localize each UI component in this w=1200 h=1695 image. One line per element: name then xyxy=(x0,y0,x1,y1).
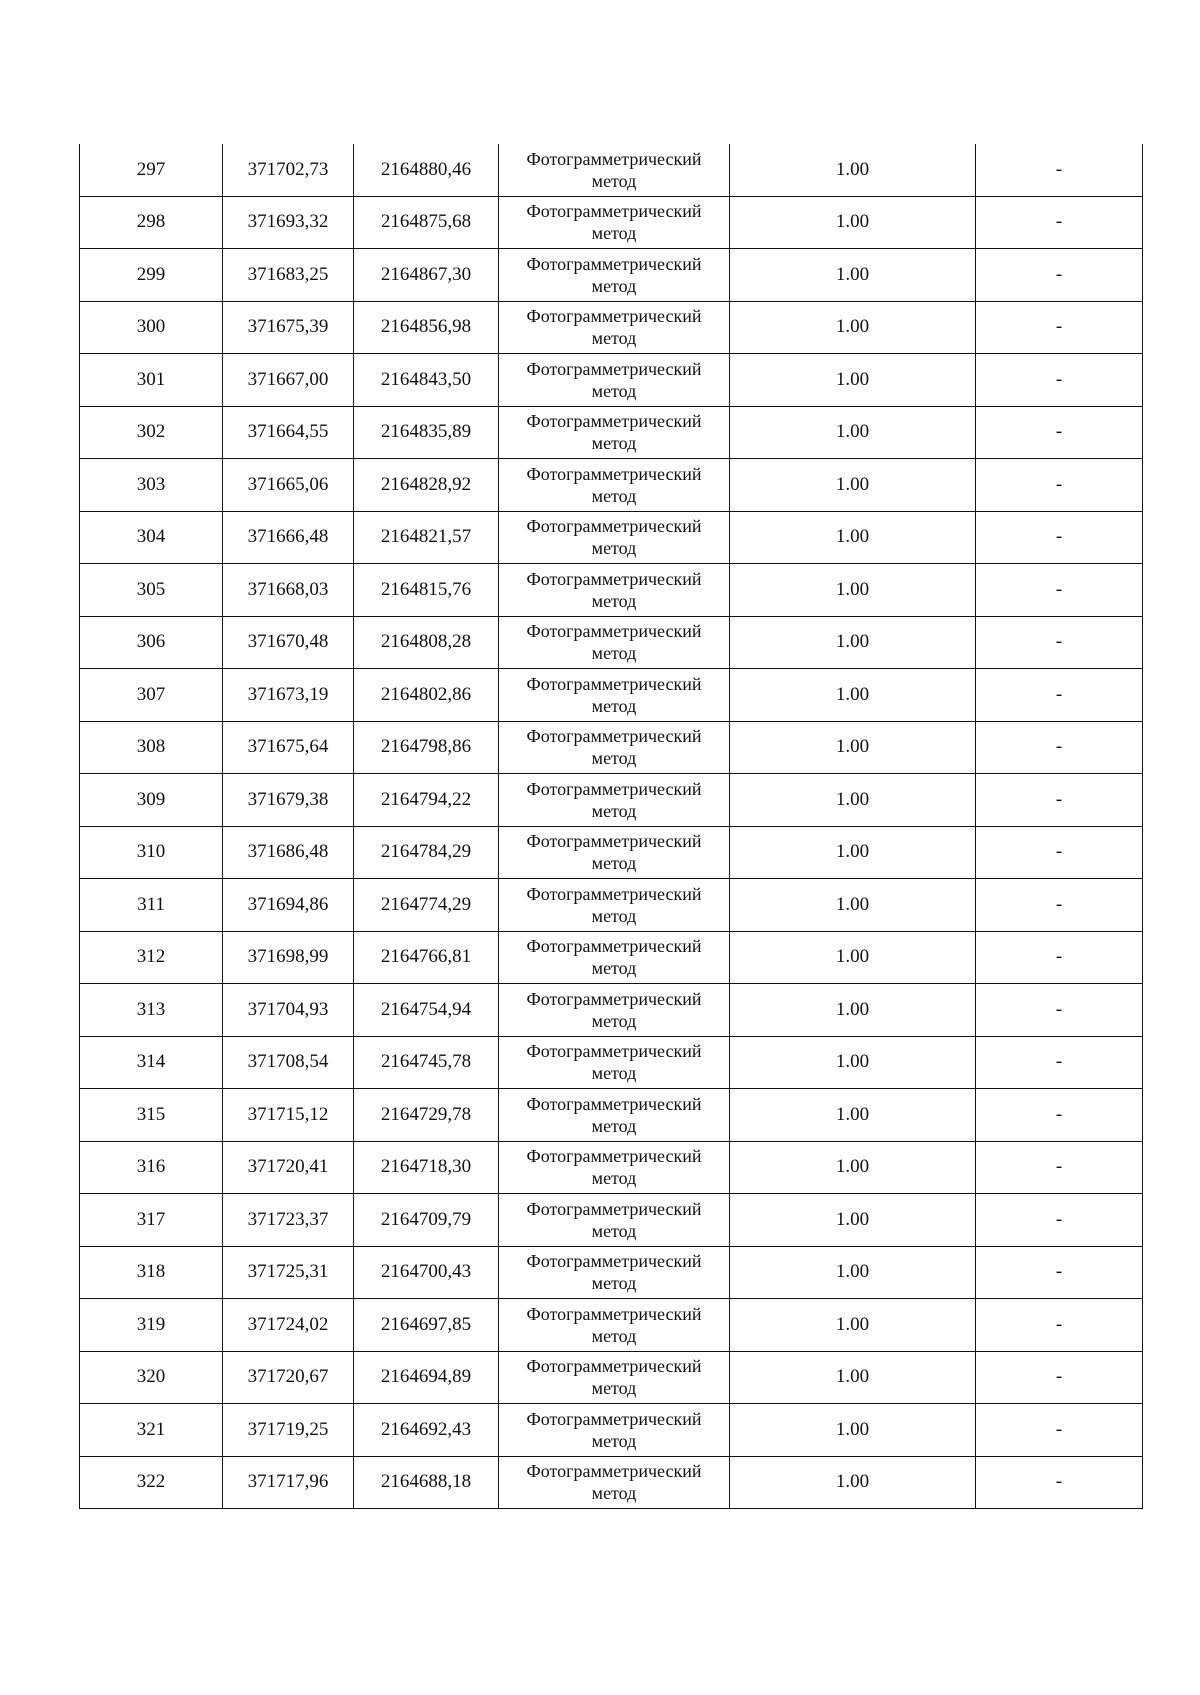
note-cell: - xyxy=(976,354,1143,407)
y-coordinate-cell: 2164843,50 xyxy=(354,354,499,407)
accuracy-cell: 1.00 xyxy=(730,196,976,249)
method-line-1: Фотограмметрический xyxy=(526,831,702,852)
method-line-2: метод xyxy=(591,1273,637,1294)
y-coordinate-cell: 2164784,29 xyxy=(354,826,499,879)
method-cell xyxy=(499,984,730,1037)
x-coordinate-cell: 371675,64 xyxy=(223,721,354,774)
accuracy-cell: 1.00 xyxy=(730,826,976,879)
y-coordinate-cell: 2164688,18 xyxy=(354,1456,499,1509)
table-row xyxy=(80,984,1143,1037)
y-coordinate-cell: 2164867,30 xyxy=(354,249,499,302)
table-row xyxy=(80,564,1143,617)
method-line-1: Фотограмметрический xyxy=(526,148,702,169)
note-cell: - xyxy=(976,879,1143,932)
x-coordinate-cell: 371673,19 xyxy=(223,669,354,722)
x-coordinate-cell: 371693,32 xyxy=(223,196,354,249)
y-coordinate-cell: 2164774,29 xyxy=(354,879,499,932)
accuracy-cell: 1.00 xyxy=(730,616,976,669)
y-coordinate-cell: 2164766,81 xyxy=(354,931,499,984)
y-coordinate-cell: 2164794,22 xyxy=(354,774,499,827)
method-line-2: метод xyxy=(591,905,637,926)
coordinates-table-body xyxy=(80,144,1143,1509)
note-cell: - xyxy=(976,301,1143,354)
method-line-1: Фотограмметрический xyxy=(526,1303,702,1324)
accuracy-cell: 1.00 xyxy=(730,1089,976,1142)
x-coordinate-cell: 371715,12 xyxy=(223,1089,354,1142)
method-cell xyxy=(499,721,730,774)
x-coordinate-cell: 371725,31 xyxy=(223,1246,354,1299)
method-line-1: Фотограмметрический xyxy=(526,463,702,484)
point-number-cell: 321 xyxy=(80,1404,223,1457)
point-number-cell: 301 xyxy=(80,354,223,407)
accuracy-cell: 1.00 xyxy=(730,406,976,459)
point-number-cell: 305 xyxy=(80,564,223,617)
method-line-2: метод xyxy=(591,433,637,454)
method-line-1: Фотограмметрический xyxy=(526,306,702,327)
accuracy-cell: 1.00 xyxy=(730,1351,976,1404)
accuracy-cell: 1.00 xyxy=(730,1141,976,1194)
method-line-1: Фотограмметрический xyxy=(526,568,702,589)
note-cell: - xyxy=(976,931,1143,984)
note-cell: - xyxy=(976,459,1143,512)
y-coordinate-cell: 2164718,30 xyxy=(354,1141,499,1194)
note-cell: - xyxy=(976,511,1143,564)
y-coordinate-cell: 2164694,89 xyxy=(354,1351,499,1404)
note-cell: - xyxy=(976,1036,1143,1089)
x-coordinate-cell: 371686,48 xyxy=(223,826,354,879)
method-line-2: метод xyxy=(591,1483,637,1504)
y-coordinate-cell: 2164802,86 xyxy=(354,669,499,722)
note-cell: - xyxy=(976,1246,1143,1299)
x-coordinate-cell: 371667,00 xyxy=(223,354,354,407)
y-coordinate-cell: 2164828,92 xyxy=(354,459,499,512)
method-line-1: Фотограмметрический xyxy=(526,936,702,957)
method-cell xyxy=(499,1299,730,1352)
note-cell: - xyxy=(976,616,1143,669)
point-number-cell: 299 xyxy=(80,249,223,302)
table-row xyxy=(80,354,1143,407)
table-row xyxy=(80,1036,1143,1089)
method-line-2: метод xyxy=(591,538,637,559)
table-row xyxy=(80,1089,1143,1142)
method-line-1: Фотограмметрический xyxy=(526,1461,702,1482)
accuracy-cell: 1.00 xyxy=(730,879,976,932)
method-line-2: метод xyxy=(591,380,637,401)
method-cell xyxy=(499,301,730,354)
method-cell xyxy=(499,616,730,669)
point-number-cell: 303 xyxy=(80,459,223,512)
method-line-1: Фотограмметрический xyxy=(526,1408,702,1429)
y-coordinate-cell: 2164798,86 xyxy=(354,721,499,774)
accuracy-cell: 1.00 xyxy=(730,511,976,564)
point-number-cell: 310 xyxy=(80,826,223,879)
x-coordinate-cell: 371708,54 xyxy=(223,1036,354,1089)
note-cell: - xyxy=(976,721,1143,774)
table-row xyxy=(80,406,1143,459)
x-coordinate-cell: 371664,55 xyxy=(223,406,354,459)
x-coordinate-cell: 371683,25 xyxy=(223,249,354,302)
y-coordinate-cell: 2164880,46 xyxy=(354,144,499,196)
method-line-2: метод xyxy=(591,958,637,979)
y-coordinate-cell: 2164875,68 xyxy=(354,196,499,249)
point-number-cell: 308 xyxy=(80,721,223,774)
method-line-2: метод xyxy=(591,853,637,874)
point-number-cell: 315 xyxy=(80,1089,223,1142)
y-coordinate-cell: 2164821,57 xyxy=(354,511,499,564)
accuracy-cell: 1.00 xyxy=(730,721,976,774)
method-cell xyxy=(499,1246,730,1299)
table-row xyxy=(80,616,1143,669)
note-cell: - xyxy=(976,984,1143,1037)
method-line-2: метод xyxy=(591,170,637,191)
table-row xyxy=(80,1404,1143,1457)
method-cell xyxy=(499,354,730,407)
table-row xyxy=(80,1351,1143,1404)
y-coordinate-cell: 2164745,78 xyxy=(354,1036,499,1089)
table-row xyxy=(80,301,1143,354)
accuracy-cell: 1.00 xyxy=(730,669,976,722)
method-cell xyxy=(499,406,730,459)
table-row xyxy=(80,459,1143,512)
method-line-2: метод xyxy=(591,275,637,296)
table-row xyxy=(80,249,1143,302)
method-line-2: метод xyxy=(591,1220,637,1241)
method-cell xyxy=(499,564,730,617)
method-line-1: Фотограмметрический xyxy=(526,1146,702,1167)
method-line-2: метод xyxy=(591,590,637,611)
method-line-2: метод xyxy=(591,800,637,821)
point-number-cell: 300 xyxy=(80,301,223,354)
method-cell xyxy=(499,669,730,722)
y-coordinate-cell: 2164709,79 xyxy=(354,1194,499,1247)
accuracy-cell: 1.00 xyxy=(730,774,976,827)
accuracy-cell: 1.00 xyxy=(730,354,976,407)
method-line-2: метод xyxy=(591,1378,637,1399)
method-line-1: Фотограмметрический xyxy=(526,1198,702,1219)
x-coordinate-cell: 371666,48 xyxy=(223,511,354,564)
note-cell: - xyxy=(976,1141,1143,1194)
accuracy-cell: 1.00 xyxy=(730,1299,976,1352)
note-cell: - xyxy=(976,564,1143,617)
method-cell xyxy=(499,1089,730,1142)
method-line-1: Фотограмметрический xyxy=(526,411,702,432)
accuracy-cell: 1.00 xyxy=(730,931,976,984)
method-line-2: метод xyxy=(591,1430,637,1451)
x-coordinate-cell: 371698,99 xyxy=(223,931,354,984)
accuracy-cell: 1.00 xyxy=(730,249,976,302)
x-coordinate-cell: 371724,02 xyxy=(223,1299,354,1352)
point-number-cell: 306 xyxy=(80,616,223,669)
method-line-1: Фотограмметрический xyxy=(526,1356,702,1377)
point-number-cell: 318 xyxy=(80,1246,223,1299)
method-line-1: Фотограмметрический xyxy=(526,253,702,274)
method-line-2: метод xyxy=(591,485,637,506)
table-row xyxy=(80,721,1143,774)
point-number-cell: 304 xyxy=(80,511,223,564)
method-line-2: метод xyxy=(591,643,637,664)
note-cell: - xyxy=(976,249,1143,302)
note-cell: - xyxy=(976,1456,1143,1509)
x-coordinate-cell: 371694,86 xyxy=(223,879,354,932)
x-coordinate-cell: 371717,96 xyxy=(223,1456,354,1509)
method-line-2: метод xyxy=(591,328,637,349)
point-number-cell: 313 xyxy=(80,984,223,1037)
method-cell xyxy=(499,196,730,249)
method-line-1: Фотограмметрический xyxy=(526,778,702,799)
accuracy-cell: 1.00 xyxy=(730,1246,976,1299)
method-line-1: Фотограмметрический xyxy=(526,1251,702,1272)
accuracy-cell: 1.00 xyxy=(730,459,976,512)
x-coordinate-cell: 371723,37 xyxy=(223,1194,354,1247)
accuracy-cell: 1.00 xyxy=(730,1404,976,1457)
point-number-cell: 297 xyxy=(80,144,223,196)
method-line-1: Фотограмметрический xyxy=(526,621,702,642)
y-coordinate-cell: 2164815,76 xyxy=(354,564,499,617)
point-number-cell: 309 xyxy=(80,774,223,827)
accuracy-cell: 1.00 xyxy=(730,301,976,354)
method-cell xyxy=(499,826,730,879)
method-line-2: метод xyxy=(591,1168,637,1189)
accuracy-cell: 1.00 xyxy=(730,564,976,617)
method-line-2: метод xyxy=(591,695,637,716)
x-coordinate-cell: 371720,41 xyxy=(223,1141,354,1194)
method-line-1: Фотограмметрический xyxy=(526,201,702,222)
method-cell xyxy=(499,511,730,564)
x-coordinate-cell: 371670,48 xyxy=(223,616,354,669)
y-coordinate-cell: 2164729,78 xyxy=(354,1089,499,1142)
y-coordinate-cell: 2164754,94 xyxy=(354,984,499,1037)
table-row xyxy=(80,774,1143,827)
table-row xyxy=(80,1456,1143,1509)
y-coordinate-cell: 2164697,85 xyxy=(354,1299,499,1352)
point-number-cell: 307 xyxy=(80,669,223,722)
method-line-2: метод xyxy=(591,1115,637,1136)
coordinates-table xyxy=(79,144,1143,1509)
method-cell xyxy=(499,459,730,512)
y-coordinate-cell: 2164692,43 xyxy=(354,1404,499,1457)
note-cell: - xyxy=(976,669,1143,722)
note-cell: - xyxy=(976,144,1143,196)
note-cell: - xyxy=(976,1194,1143,1247)
accuracy-cell: 1.00 xyxy=(730,984,976,1037)
table-row xyxy=(80,511,1143,564)
point-number-cell: 320 xyxy=(80,1351,223,1404)
x-coordinate-cell: 371720,67 xyxy=(223,1351,354,1404)
point-number-cell: 302 xyxy=(80,406,223,459)
note-cell: - xyxy=(976,1404,1143,1457)
method-line-1: Фотограмметрический xyxy=(526,883,702,904)
method-line-2: метод xyxy=(591,223,637,244)
method-line-1: Фотограмметрический xyxy=(526,1041,702,1062)
y-coordinate-cell: 2164700,43 xyxy=(354,1246,499,1299)
note-cell: - xyxy=(976,1299,1143,1352)
point-number-cell: 298 xyxy=(80,196,223,249)
point-number-cell: 317 xyxy=(80,1194,223,1247)
point-number-cell: 322 xyxy=(80,1456,223,1509)
method-cell xyxy=(499,1036,730,1089)
x-coordinate-cell: 371668,03 xyxy=(223,564,354,617)
method-cell xyxy=(499,879,730,932)
method-line-2: метод xyxy=(591,1063,637,1084)
note-cell: - xyxy=(976,406,1143,459)
x-coordinate-cell: 371665,06 xyxy=(223,459,354,512)
x-coordinate-cell: 371702,73 xyxy=(223,144,354,196)
point-number-cell: 316 xyxy=(80,1141,223,1194)
note-cell: - xyxy=(976,196,1143,249)
note-cell: - xyxy=(976,826,1143,879)
table-row xyxy=(80,1246,1143,1299)
accuracy-cell: 1.00 xyxy=(730,1036,976,1089)
accuracy-cell: 1.00 xyxy=(730,1456,976,1509)
note-cell: - xyxy=(976,1089,1143,1142)
method-line-2: метод xyxy=(591,1325,637,1346)
x-coordinate-cell: 371719,25 xyxy=(223,1404,354,1457)
method-line-1: Фотограмметрический xyxy=(526,1093,702,1114)
y-coordinate-cell: 2164835,89 xyxy=(354,406,499,459)
table-row xyxy=(80,144,1143,196)
accuracy-cell: 1.00 xyxy=(730,144,976,196)
accuracy-cell: 1.00 xyxy=(730,1194,976,1247)
table-row xyxy=(80,1299,1143,1352)
point-number-cell: 311 xyxy=(80,879,223,932)
method-cell xyxy=(499,1456,730,1509)
method-cell xyxy=(499,1404,730,1457)
method-line-1: Фотограмметрический xyxy=(526,516,702,537)
note-cell: - xyxy=(976,774,1143,827)
method-line-1: Фотограмметрический xyxy=(526,358,702,379)
y-coordinate-cell: 2164856,98 xyxy=(354,301,499,354)
point-number-cell: 314 xyxy=(80,1036,223,1089)
point-number-cell: 312 xyxy=(80,931,223,984)
method-cell xyxy=(499,1194,730,1247)
table-row xyxy=(80,931,1143,984)
method-line-1: Фотограмметрический xyxy=(526,673,702,694)
method-cell xyxy=(499,1351,730,1404)
x-coordinate-cell: 371675,39 xyxy=(223,301,354,354)
method-line-2: метод xyxy=(591,1010,637,1031)
table-row xyxy=(80,1141,1143,1194)
method-cell xyxy=(499,1141,730,1194)
table-row xyxy=(80,196,1143,249)
method-cell xyxy=(499,249,730,302)
x-coordinate-cell: 371679,38 xyxy=(223,774,354,827)
point-number-cell: 319 xyxy=(80,1299,223,1352)
method-line-1: Фотограмметрический xyxy=(526,988,702,1009)
method-cell xyxy=(499,774,730,827)
method-line-1: Фотограмметрический xyxy=(526,726,702,747)
method-cell xyxy=(499,144,730,196)
method-line-2: метод xyxy=(591,748,637,769)
method-cell xyxy=(499,931,730,984)
table-row xyxy=(80,669,1143,722)
note-cell: - xyxy=(976,1351,1143,1404)
table-row xyxy=(80,879,1143,932)
table-row xyxy=(80,1194,1143,1247)
x-coordinate-cell: 371704,93 xyxy=(223,984,354,1037)
table-row xyxy=(80,826,1143,879)
y-coordinate-cell: 2164808,28 xyxy=(354,616,499,669)
